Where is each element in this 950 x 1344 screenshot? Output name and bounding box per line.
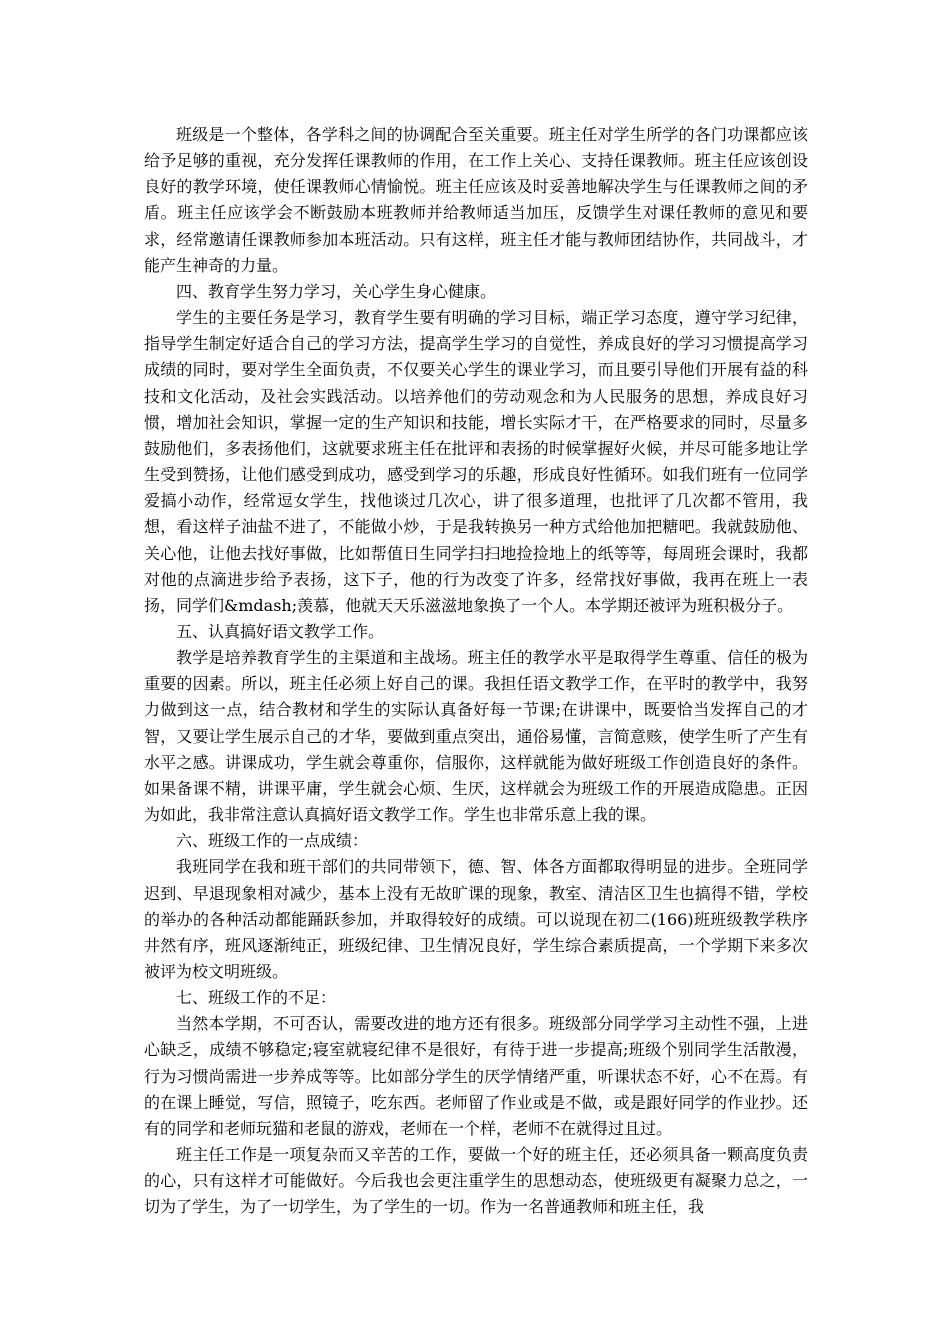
paragraph-shortcomings: 当然本学期，不可否认，需要改进的地方还有很多。班级部分同学学习主动性不强，上进心缺乏，成绩不够稳定;寝室就寝纪律不是很好，有待于进一步提高;班级个别同学生活散漫，行为习惯尚需进一步养成等等。比如部分学生的厌学情绪严重，听课状态不好，心不在焉。有的在课上睡觉，写信，照镜子，吃东西。老师留了作业或是不做，或是跟好同学的作业抄。还有的同学和老师玩猫和老鼠的游戏，老师在一个样，老师不在就得过且过。	[144, 1014, 808, 1138]
paragraph-chinese-teaching: 教学是培养教育学生的主渠道和主战场。班主任的教学水平是取得学生尊重、信任的极为重要的因素。所以，班主任必须上好自己的课。我担任语文教学工作，在平时的教学中，我努力做到这一点，结合教材和学生的实际认真备好每一节课;在讲课中，既要恰当发挥自己的才智，又要让学生展示自己的才华，要做到重点突出，通俗易懂，言简意赅，使学生听了产生有水平之感。讲课成功，学生就会尊重你，信服你，这样就能为做好班级工作创造良好的条件。如果备课不精，讲课平庸，学生就会心烦、生厌，这样就会为班级工作的开展造成隐患。正因为如此，我非常注意认真搞好语文教学工作。学生也非常乐意上我的课。	[144, 648, 808, 825]
paragraph-student-learning: 学生的主要任务是学习，教育学生要有明确的学习目标，端正学习态度，遵守学习纪律，指导学生制定好适合自己的学习方法，提高学生学习的自觉性，养成良好的学习习惯提高学习成绩的同时，要对学生全面负责，不仅要关心学生的课业学习，而且要引导他们开展有益的科技和文化活动，及社会实践活动。以培养他们的劳动观念和为人民服务的思想，养成良好习惯，增加社会知识，掌握一定的生产知识和技能，增长实际才干，在严格要求的同时，尽量多鼓励他们，多表扬他们，这就要求班主任在批评和表扬的时候掌握好火候，并尽可能多地让学生受到赞扬，让他们感受到成功，感受到学习的乐趣，形成良好性循环。如我们班有一位同学爱搞小动作，经常逗女学生，找他谈过几次心，讲了很多道理，也批评了几次都不管用，我想，看这样子油盐不进了，不能做小炒，于是我转换另一种方式给他加把糖吧。我就鼓励他、关心他，让他去找好事做，比如帮值日生同学扫扫地捡捡地上的纸等等，每周班会课时，我都对他的点滴进步给予表扬，这下子，他的行为改变了许多，经常找好事做，我再在班上一表扬，同学们&mdash;羡慕，他就天天乐滋滋地象换了一个人。本学期还被评为班积极分子。	[144, 308, 808, 615]
document-body	[144, 122, 808, 1221]
heading-section-6: 六、班级工作的一点成绩：	[176, 831, 369, 851]
paragraph-conclusion: 班主任工作是一项复杂而又辛苦的工作，要做一个好的班主任，还必须具备一颗高度负责的心，只有这样才可能做好。今后我也会更注重学生的思想动态，使班级更有凝聚力总之，一切为了学生，为了一切学生，为了学生的一切。作为一名普通教师和班主任，我	[144, 1145, 808, 1217]
heading-section-4: 四、教育学生努力学习，关心学生身心健康。	[176, 281, 497, 301]
paragraph-teacher-coordination: 班级是一个整体，各学科之间的协调配合至关重要。班主任对学生所学的各门功课都应该给予足够的重视，充分发挥任课教师的作用，在工作上关心、支持任课教师。班主任应该创设良好的教学环境，使任课教师心情愉悦。班主任应该及时妥善地解决学生与任课教师之间的矛盾。班主任应该学会不断鼓励本班教师并给教师适当加压，反馈学生对课任教师的意见和要求，经常邀请任课教师参加本班活动。只有这样，班主任才能与教师团结协作，共同战斗，才能产生神奇的力量。	[144, 125, 808, 275]
heading-section-5: 五、认真搞好语文教学工作。	[176, 621, 385, 641]
paragraph-class-achievements: 我班同学在我和班干部们的共同带领下，德、智、体各方面都取得明显的进步。全班同学迟到、早退现象相对减少，基本上没有无故旷课的现象，教室、清洁区卫生也搞得不错，学校的举办的各种活动都能踊跃参加，并取得较好的成绩。可以说现在初二(166)班班级教学秩序井然有序，班风逐渐纯正，班级纪律、卫生情况良好，学生综合素质提高，一个学期下来多次被评为校文明班级。	[144, 857, 808, 981]
heading-section-7: 七、班级工作的不足：	[176, 988, 337, 1008]
